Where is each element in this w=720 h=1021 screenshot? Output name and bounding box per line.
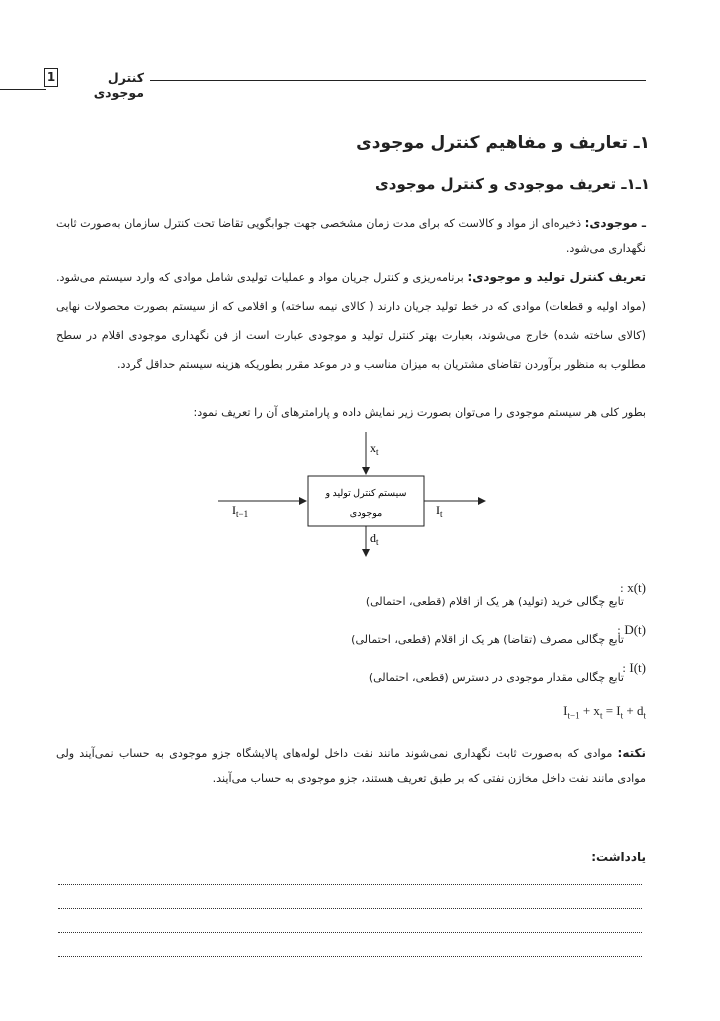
definition-x: x(t) : bbox=[620, 580, 646, 595]
note-term: نکته: bbox=[617, 746, 646, 760]
label-it-1: $I_{t-1}$ bbox=[232, 503, 249, 519]
definition-i-symbol: I(t) bbox=[629, 660, 646, 675]
note-line[interactable] bbox=[58, 956, 642, 957]
definition-d-symbol: D(t) bbox=[624, 622, 646, 637]
header-left-rule bbox=[0, 89, 46, 90]
paragraph-note bbox=[56, 741, 646, 791]
note-line[interactable] bbox=[58, 932, 642, 933]
section-title: ۱ـ تعاریف و مفاهیم کنترل موجودی bbox=[356, 133, 650, 153]
note-text: موادی که به‌صورت ثابت نگهداری نمی‌شوند مانند نفت داخل لوله‌های پالایشگاه جزو موجودی به حساب نمی‌آیند ولی موادی مانند نفت داخل مخازن نفتی که بر طبق تعریف هستند، جزو موجودی به حساب می‌آیند. bbox=[56, 747, 646, 785]
definition-i: I(t) : bbox=[622, 660, 646, 675]
definition-d: D(t) : bbox=[617, 622, 646, 637]
note-line[interactable] bbox=[58, 884, 642, 885]
chapter-number: 1 bbox=[44, 68, 58, 87]
definition-x-symbol: x(t) bbox=[627, 580, 646, 595]
control-definition: برنامه‌ریزی و کنترل جریان مواد و عملیات تولیدی شامل موادی که وارد سیستم می‌شود. (مواد اولیه و قطعات) موادی که در خط تولید جریان دارند ( کالای نیمه ساخته) و اقلامی که از سیستم بصورت محصولات نهایی (کالای ساخته شده) خارج می‌شوند، بعبارت بهتر کنترل تولید و موجودی عبارت است از فن نگهداری موجودی اقلام در سطح مطلوب به منظور برآوردن تقاضای مشتریان به میزان مناسب و در موعد مقرر بطوریکه هزینه سیستم حداقل گردد. bbox=[56, 271, 646, 371]
box-label-2: موجودی bbox=[349, 509, 383, 519]
inventory-definition: ذخیره‌ای از مواد و کالاست که برای مدت زمان مشخصی جهت جوابگویی تقاضا تحت کنترل سازمان به‌صورت ثابت نگهداری می‌شود. bbox=[56, 217, 646, 255]
label-xt: $x_t$ bbox=[370, 441, 379, 457]
subsection-title: ۱ـ۱ـ تعریف موجودی و کنترل موجودی bbox=[375, 175, 650, 193]
paragraph-inventory bbox=[56, 211, 646, 261]
box-label-1: سیستم کنترل تولید و bbox=[325, 489, 407, 499]
notes-title: یادداشت: bbox=[591, 850, 646, 864]
header-rule bbox=[150, 80, 646, 81]
balance-equation: $I_{t-1} + x_t = I_t + d_t$ bbox=[563, 703, 646, 721]
chapter-title: کنترل موجودی bbox=[93, 70, 144, 100]
inventory-term: ـ موجودی: bbox=[584, 216, 646, 230]
definition-d-text: تابع چگالی مصرف (تقاضا) هر یک از اقلام (قطعی، احتمالی) bbox=[351, 633, 624, 646]
label-it: $I_t$ bbox=[436, 503, 443, 519]
control-term: تعریف کنترل تولید و موجودی: bbox=[467, 270, 646, 284]
label-dt: $d_t$ bbox=[370, 531, 379, 547]
inventory-system-diagram bbox=[210, 428, 500, 558]
note-line[interactable] bbox=[58, 908, 642, 909]
definition-i-text: تابع چگالی مقدار موجودی در دسترس (قطعی، احتمالی) bbox=[368, 671, 624, 684]
definition-x-text: تابع چگالی خرید (تولید) هر یک از اقلام (قطعی، احتمالی) bbox=[365, 595, 624, 608]
paragraph-control bbox=[56, 263, 646, 379]
paragraph-diagram-intro: بطور کلی هر سیستم موجودی را می‌توان بصورت زیر نمایش داده و پارامترهای آن را تعریف نمود: bbox=[193, 406, 646, 419]
